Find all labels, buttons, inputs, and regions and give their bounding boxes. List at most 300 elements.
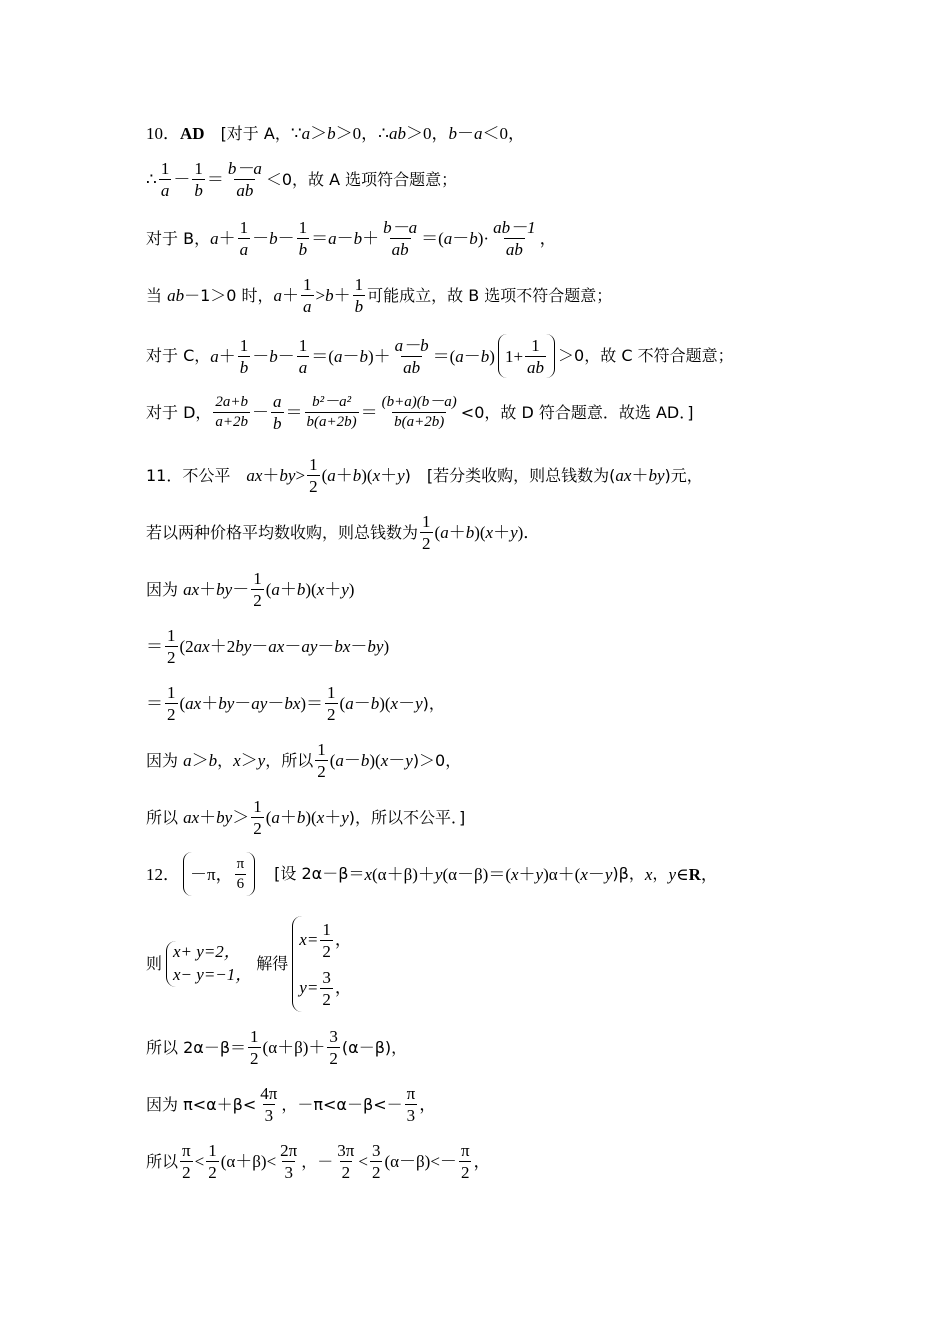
- math-token: ＝: [146, 637, 163, 656]
- math-token: ＋: [262, 466, 280, 485]
- math-token: －: [342, 346, 360, 366]
- fraction: [258, 1085, 279, 1124]
- math-token: 1: [317, 740, 326, 759]
- p12-line-4: [146, 1085, 436, 1124]
- fraction: [335, 1142, 356, 1181]
- math-token: 所以: [146, 1151, 179, 1171]
- fraction: [525, 337, 546, 376]
- math-token: b: [352, 466, 362, 485]
- math-token: －: [336, 229, 354, 248]
- math-token: 对于 C，: [146, 346, 211, 365]
- because-symbol: ∵: [290, 124, 302, 143]
- math-token: ＋: [380, 466, 398, 485]
- math-token: )元，: [664, 465, 703, 485]
- math-token: ＞: [240, 751, 258, 770]
- math-token: )＋: [367, 346, 391, 366]
- math-token: b: [296, 808, 306, 827]
- math-token: ，所以: [265, 750, 314, 770]
- math-token: －: [267, 694, 285, 713]
- math-token: (: [179, 694, 186, 713]
- math-token: ab: [527, 357, 545, 377]
- math-token: 12．: [146, 864, 180, 884]
- math-token: R: [688, 864, 701, 884]
- math-token: (: [339, 694, 346, 713]
- math-token: ab: [236, 181, 254, 200]
- math-token: －: [252, 403, 270, 422]
- math-token: 3: [264, 1106, 274, 1125]
- math-token: b: [354, 297, 364, 316]
- math-token: 1: [208, 1141, 217, 1160]
- fraction: [213, 395, 250, 430]
- p12-line-2: [146, 916, 356, 1012]
- fraction: [307, 456, 320, 495]
- op: ＝: [206, 170, 224, 189]
- math-token: ＝: [285, 403, 303, 422]
- math-token: 2: [250, 1049, 259, 1068]
- math-token: ＋: [282, 286, 300, 305]
- fraction: [380, 395, 459, 430]
- math-token: ): [489, 346, 495, 366]
- math-token: ax: [183, 808, 200, 827]
- math-token: ＋: [279, 580, 297, 599]
- math-token: 2: [253, 591, 262, 610]
- equation-system: [166, 941, 252, 987]
- math-token: )(: [379, 694, 391, 713]
- math-token: ＝: [311, 229, 329, 248]
- math-token: 1: [422, 512, 431, 531]
- p11-line-3: [146, 570, 354, 609]
- math-token: ，: [334, 977, 352, 997]
- math-token: (b+a)(b－a): [381, 394, 457, 410]
- math-token: －: [251, 637, 269, 656]
- math-token: ab: [167, 286, 185, 305]
- p11-line-1: [146, 456, 703, 495]
- math-token: 因为 π<α＋β<: [146, 1094, 257, 1114]
- math-token: 1: [322, 919, 331, 939]
- math-token: 1: [531, 335, 540, 355]
- math-token: 若以两种价格平均数收购，则总钱数为: [146, 522, 419, 542]
- fraction: [165, 627, 178, 666]
- fraction: [325, 684, 338, 723]
- math-token: 1: [167, 683, 176, 702]
- math-token: 解得: [256, 954, 289, 973]
- paren-group: [498, 334, 555, 378]
- math-token: 当: [146, 285, 168, 305]
- math-token: 2: [317, 762, 326, 781]
- math-token: 2: [309, 477, 318, 496]
- math-token: 1: [354, 275, 364, 294]
- p11-line-7: [146, 798, 465, 837]
- math-token: x=: [299, 929, 319, 949]
- math-token: )(: [305, 808, 317, 827]
- math-token: ax: [183, 580, 200, 599]
- math-token: 1: [309, 455, 318, 474]
- math-token: ＞0，故 C 不符合题意；: [558, 346, 734, 365]
- fraction: [305, 395, 359, 430]
- math-token: )α＋(: [543, 864, 581, 884]
- math-token: a: [210, 229, 219, 248]
- math-token: bx: [334, 637, 351, 656]
- math-token: b: [370, 694, 380, 713]
- math-token: ，: [652, 864, 669, 883]
- math-token: a: [303, 297, 312, 316]
- fraction: [248, 1028, 261, 1067]
- math-token: ＝: [360, 403, 378, 422]
- fraction: [420, 513, 433, 552]
- math-token: ＋: [218, 346, 236, 366]
- math-token: a: [443, 229, 453, 248]
- math-token: (α＋β)<: [220, 1152, 277, 1171]
- fraction: [353, 276, 366, 315]
- math-token: x: [485, 523, 494, 542]
- fraction: [320, 969, 333, 1008]
- math-token: 1: [167, 626, 176, 645]
- math-token: ＋: [201, 694, 219, 713]
- math-token: y: [405, 751, 413, 770]
- math-token: (: [321, 466, 328, 485]
- fraction: [206, 1142, 219, 1181]
- fraction: [297, 337, 310, 376]
- math-token: x: [233, 751, 241, 770]
- math-token: 2: [329, 1049, 338, 1068]
- fraction: [238, 337, 251, 376]
- math-token: ，: [539, 229, 557, 248]
- math-token: y: [668, 864, 676, 884]
- fraction: [491, 219, 538, 258]
- math-token: 2: [253, 819, 262, 838]
- math-token: by: [235, 637, 252, 656]
- therefore-symbol: ∴: [378, 124, 389, 143]
- math-token: y: [397, 466, 405, 485]
- math-token: 2a+b: [215, 394, 249, 410]
- math-token: 1: [194, 159, 203, 178]
- p10-line-1: [146, 125, 525, 142]
- math-token: －: [252, 229, 270, 248]
- math-token: a: [160, 181, 170, 200]
- interval: [183, 852, 255, 896]
- math-token: b: [469, 229, 478, 248]
- math-token: y: [257, 751, 266, 770]
- math-token: 2: [460, 1163, 470, 1182]
- math-token: )＞0，: [412, 750, 462, 770]
- math-token: 则: [146, 954, 163, 973]
- math-token: )(: [474, 523, 486, 542]
- p11-line-2: [146, 513, 540, 552]
- math-token: x: [510, 864, 519, 884]
- math-token: 所以 2α－β＝: [146, 1037, 247, 1057]
- math-token: －: [317, 637, 335, 656]
- math-token: ) [若分类收购，则总钱数为(: [404, 465, 616, 485]
- math-token: )，所以不公平．]: [348, 807, 466, 827]
- math-token: ax: [268, 637, 285, 656]
- math-token: a: [455, 346, 464, 366]
- answer: AD: [180, 124, 205, 143]
- math-token: (: [434, 523, 441, 542]
- math-token: b: [269, 346, 278, 366]
- fraction: [165, 684, 178, 723]
- math-token: ＋: [518, 864, 536, 884]
- fraction: [192, 160, 205, 199]
- math-token: >: [295, 466, 306, 485]
- math-token: 2: [322, 941, 331, 961]
- math-token: ab: [391, 240, 409, 259]
- fraction: [180, 1142, 193, 1181]
- math-token: ，: [700, 864, 718, 884]
- math-token: by: [648, 466, 665, 485]
- math-token: ＋: [448, 523, 466, 542]
- math-token: 1: [239, 218, 249, 237]
- math-token: )．: [517, 523, 541, 542]
- p10-line-5: [146, 334, 734, 378]
- math-token: －: [463, 346, 481, 366]
- fraction: [297, 219, 310, 258]
- math-token: b: [269, 229, 278, 248]
- math-token: －: [343, 751, 361, 770]
- math-token: a: [335, 751, 344, 770]
- math-token: a: [273, 286, 283, 305]
- math-token: ＋: [493, 523, 511, 542]
- math-token: ，: [473, 1152, 491, 1171]
- solution-system: [292, 916, 352, 1012]
- math-token: b: [296, 580, 306, 599]
- fraction: [251, 570, 264, 609]
- math-token: (α－β)，: [341, 1037, 408, 1057]
- math-token: <: [194, 1152, 205, 1171]
- math-token: ax: [615, 466, 632, 485]
- math-token: ab: [403, 357, 421, 377]
- math-token: ＝(: [432, 346, 456, 366]
- math-token: )β，: [612, 864, 645, 883]
- math-token: π: [460, 1141, 470, 1160]
- math-token: y: [510, 523, 518, 542]
- math-token: 1: [239, 335, 249, 355]
- fraction: [459, 1142, 472, 1181]
- op: －: [457, 124, 474, 143]
- math-token: by: [367, 637, 384, 656]
- math-token: x: [380, 751, 389, 770]
- math-token: 3: [322, 967, 331, 987]
- math-token: ax: [246, 466, 263, 485]
- math-token: x: [316, 580, 325, 599]
- math-token: 2: [341, 1163, 351, 1182]
- math-token: a: [183, 751, 192, 770]
- math-token: a: [327, 466, 336, 485]
- math-token: ＋: [362, 229, 380, 248]
- math-token: ，: [217, 750, 234, 770]
- p10-line-4: [146, 276, 612, 315]
- math-token: a: [271, 580, 280, 599]
- math-token: a+2b: [215, 414, 249, 430]
- math-token: b: [465, 523, 475, 542]
- math-token: )＝: [300, 694, 324, 713]
- math-token: ，: [419, 1095, 437, 1114]
- math-token: 2: [322, 989, 331, 1009]
- math-token: ＋: [279, 808, 297, 827]
- p10-line-2: [146, 160, 457, 199]
- math-token: y: [535, 864, 544, 884]
- math-token: b: [480, 346, 490, 366]
- math-token: 所以: [146, 807, 184, 827]
- math-token: －: [232, 580, 250, 599]
- fraction: [320, 921, 333, 960]
- math-token: a: [328, 229, 337, 248]
- p10-line-6: [146, 393, 693, 432]
- text: [对于 A，: [204, 123, 291, 143]
- math-token: 3π: [337, 1141, 355, 1160]
- math-token: >: [315, 286, 326, 305]
- math-token: －: [284, 637, 302, 656]
- op: ＞: [310, 124, 328, 143]
- math-token: ＋: [199, 580, 217, 599]
- math-token: y: [604, 864, 613, 884]
- math-token: －: [452, 229, 470, 248]
- math-token: 1: [250, 1027, 259, 1046]
- math-token: 3: [329, 1027, 338, 1046]
- math-token: 2: [167, 705, 176, 724]
- math-token: by: [218, 694, 235, 713]
- math-token: (α－β)＝(: [442, 864, 511, 884]
- math-token: a: [440, 523, 449, 542]
- math-token: a: [298, 357, 308, 377]
- math-token: y: [341, 580, 349, 599]
- math-token: ab－1: [493, 218, 536, 237]
- math-token: －: [234, 694, 252, 713]
- math-token: 1: [253, 569, 262, 588]
- math-token: 2: [422, 534, 431, 553]
- math-token: 2: [182, 1163, 191, 1182]
- math-token: ab: [505, 240, 523, 259]
- math-token: ＋: [324, 580, 342, 599]
- math-token: ，－π<α－β<－: [281, 1094, 403, 1114]
- math-token: bx: [284, 694, 301, 713]
- math-token: by: [216, 808, 233, 827]
- fraction: [327, 1028, 340, 1067]
- fraction: [235, 857, 247, 892]
- math-token: (α－β)<－: [384, 1152, 457, 1171]
- math-token: x: [390, 694, 399, 713]
- math-token: ＋: [631, 466, 649, 485]
- math-token: b: [325, 286, 334, 305]
- math-token: x: [316, 808, 325, 827]
- math-token: ＋: [324, 808, 342, 827]
- math-token: π: [236, 855, 245, 872]
- math-token: b: [298, 240, 308, 259]
- math-token: a: [239, 240, 249, 259]
- math-token: －1＞0 时，: [184, 285, 274, 305]
- math-token: ay: [301, 637, 318, 656]
- fraction: [405, 1085, 418, 1124]
- math-token: x: [372, 466, 381, 485]
- math-token: (α＋β)＋: [372, 864, 435, 884]
- math-token: 2: [208, 1163, 217, 1182]
- math-token: 1: [160, 159, 170, 178]
- math-token: 3: [284, 1163, 293, 1182]
- math-token: 11．不公平: [146, 465, 247, 485]
- fraction: [393, 337, 431, 376]
- p11-line-6: [146, 741, 461, 780]
- var: b: [448, 124, 457, 143]
- p12-line-1: [146, 852, 718, 896]
- math-token: y: [341, 808, 349, 827]
- math-token: －: [587, 864, 605, 884]
- math-token: ＝(: [421, 229, 444, 248]
- math-token: 3: [371, 1141, 381, 1160]
- text: ＞0，: [335, 124, 379, 143]
- math-token: x: [364, 864, 372, 884]
- math-token: －: [398, 694, 416, 713]
- math-token: 因为: [146, 750, 184, 770]
- math-token: )·: [477, 229, 490, 248]
- math-token: 2: [327, 705, 336, 724]
- math-token: b: [353, 229, 363, 248]
- math-token: 2: [371, 1163, 381, 1182]
- text: 对于 B，: [146, 228, 211, 248]
- math-token: ): [383, 637, 390, 656]
- math-token: x− y=−1，: [173, 965, 253, 984]
- math-token: [设 2α－β＝: [258, 864, 365, 883]
- math-token: y=: [299, 977, 319, 997]
- math-token: ，－: [301, 1151, 334, 1171]
- math-token: ＝: [146, 694, 163, 713]
- math-token: －: [277, 229, 295, 248]
- fraction: [238, 219, 251, 258]
- math-token: 2: [167, 648, 176, 667]
- math-token: ax: [193, 637, 210, 656]
- math-token: ＋2: [209, 637, 236, 656]
- math-token: ＞: [232, 808, 250, 827]
- math-token: a: [210, 346, 219, 366]
- math-token: －: [277, 346, 295, 366]
- math-token: ax: [185, 694, 202, 713]
- math-token: ∈: [675, 864, 689, 884]
- math-token: 6: [236, 875, 245, 892]
- problem-number: 10．: [146, 124, 180, 143]
- math-token: )(: [305, 580, 317, 599]
- math-token: by: [216, 580, 233, 599]
- math-token: a: [271, 808, 280, 827]
- math-token: ，: [334, 929, 352, 949]
- math-token: (2: [179, 637, 194, 656]
- var: a: [474, 124, 483, 143]
- math-token: b²－a²: [312, 394, 352, 410]
- fraction: [159, 160, 172, 199]
- math-token: )(: [369, 751, 381, 770]
- p10-line-3: [146, 219, 557, 258]
- math-token: a: [345, 694, 354, 713]
- p11-line-4: [146, 627, 389, 666]
- math-token: ＋: [333, 286, 351, 305]
- math-token: 2π: [280, 1141, 298, 1160]
- math-token: b(a+2b): [306, 414, 357, 430]
- math-token: 1+: [504, 346, 524, 366]
- fraction: [271, 393, 284, 432]
- math-token: 可能成立，故 B 选项不符合题意；: [367, 285, 613, 305]
- p12-line-5: [146, 1142, 491, 1181]
- math-token: (: [265, 808, 272, 827]
- math-token: 3: [406, 1106, 416, 1125]
- math-token: －: [388, 751, 406, 770]
- p11-line-5: [146, 684, 445, 723]
- math-token: b: [239, 357, 249, 377]
- math-token: 1: [253, 797, 262, 816]
- var: a: [301, 124, 311, 143]
- math-token: π: [406, 1084, 416, 1103]
- fraction: [226, 160, 264, 199]
- math-token: a: [333, 346, 343, 366]
- math-token: a: [273, 392, 282, 411]
- fraction: [251, 798, 264, 837]
- math-token: ＋: [199, 808, 217, 827]
